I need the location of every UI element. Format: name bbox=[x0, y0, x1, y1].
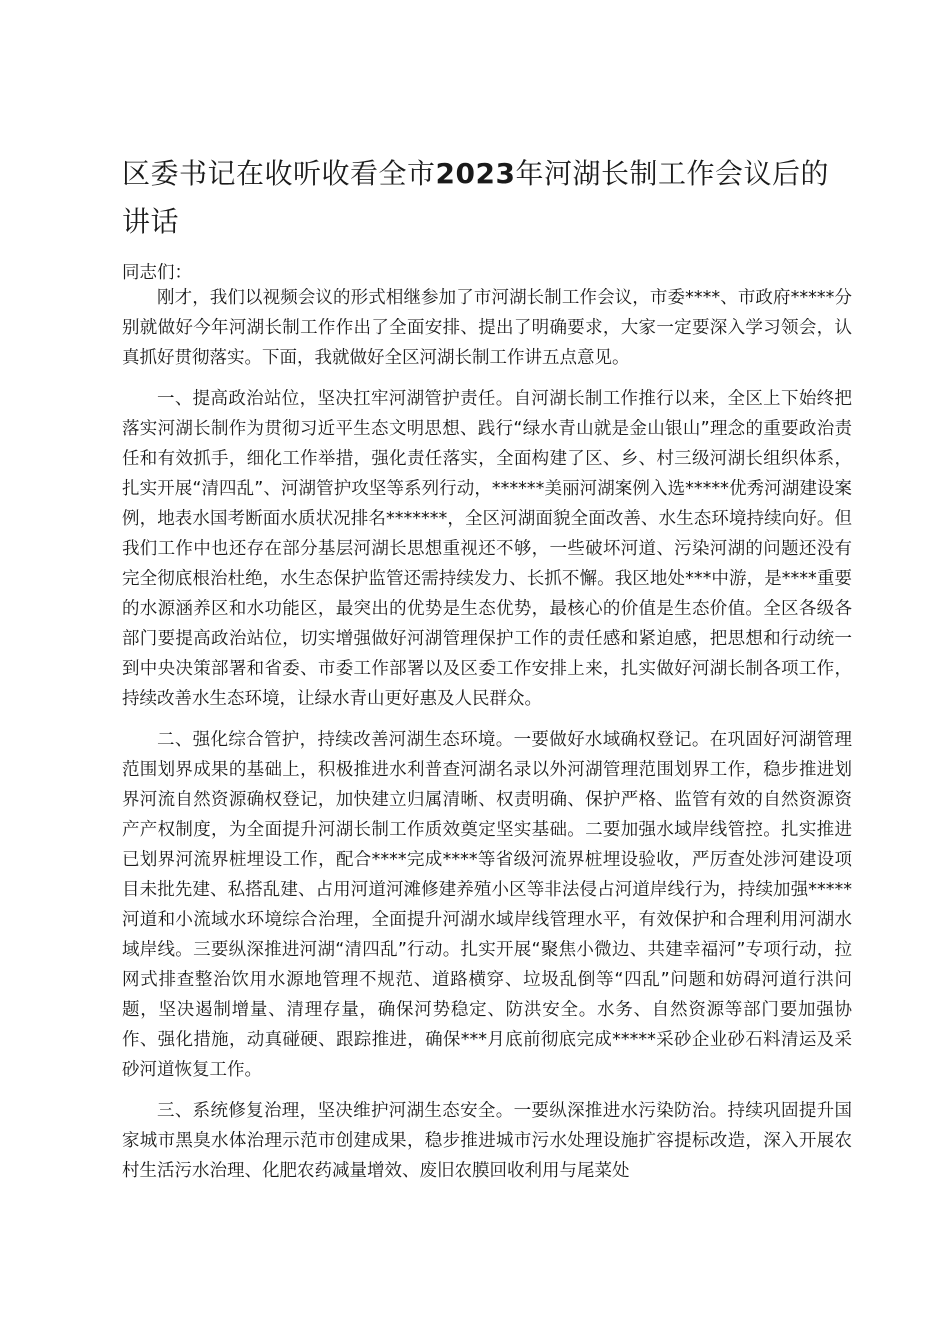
paragraph-section-3: 三、系统修复治理，坚决维护河湖生态安全。一要纵深推进水污染防治。持续巩固提升国家城市黑臭水体治理示范市创建成果，稳步推进城市污水处理设施扩容提标改造，深入开展农村生活污水治理、化肥农药减量增效、废旧农膜回收利用与尾菜处 bbox=[122, 1101, 852, 1181]
paragraph-section-2: 二、强化综合管护，持续改善河湖生态环境。一要做好水域确权登记。在巩固好河湖管理范围划界成果的基础上，积极推进水利普查河湖名录以外河湖管理范围划界工作，稳步推进划界河流自然资源确权登记，加快建立归属清晰、权责明确、保护严格、监管有效的自然资源资产产权制度，为全面提升河湖长制工作质效奠定坚实基础。二要加强水域岸线管控。扎实推进已划界河流界桩埋设工作，配合****完成****等省级河流界桩埋设验收，严厉查处涉河建设项目未批先建、私搭乱建、占用河道河滩修建养殖小区等非法侵占河道岸线行为，持续加强*****河道和小流域水环境综合治理，全面提升河湖水域岸线管理水平，有效保护和合理利用河湖水域岸线。三要纵深推进河湖“清四乱”行动。扎实开展“聚焦小微边、共建幸福河”专项行动，拉网式排查整治饮用水源地管理不规范、道路横穿、垃圾乱倒等“四乱”问题和妨碍河道行洪问题，坚决遏制增量、清理存量，确保河势稳定、防洪安全。水务、自然资源等部门要加强协作、强化措施，动真碰硬、跟踪推进，确保***月底前彻底完成*****采砂企业砂石料清运及采砂河道恢复工作。 bbox=[122, 730, 852, 1080]
title-year: 2023 bbox=[435, 157, 516, 190]
paragraph-intro: 刚才，我们以视频会议的形式相继参加了市河湖长制工作会议，市委****、市政府*****分别就做好今年河湖长制工作作出了全面安排、提出了明确要求，大家一定要深入学习领会，认真抓好贯彻落实。下面，我就做好全区河湖长制工作讲五点意见。 bbox=[122, 288, 852, 368]
title-prefix: 区委书记在收听收看全市 bbox=[122, 157, 436, 190]
title-suffix: 年河湖长制工作会议后的讲话 bbox=[122, 157, 829, 238]
document-body bbox=[122, 283, 852, 1197]
document-title bbox=[122, 150, 852, 246]
salutation: 同志们： bbox=[122, 263, 192, 283]
paragraph-section-1: 一、提高政治站位，坚决扛牢河湖管护责任。自河湖长制工作推行以来，全区上下始终把落实河湖长制作为贯彻习近平生态文明思想、践行“绿水青山就是金山银山”理念的重要政治责任和有效抓手，细化工作举措，强化责任落实，全面构建了区、乡、村三级河湖长组织体系，扎实开展“清四乱”、河湖管护攻坚等系列行动，******美丽河湖案例入选*****优秀河湖建设案例，地表水国考断面水质状况排名*******，全区河湖面貌全面改善、水生态环境持续向好。但我们工作中也还存在部分基层河湖长思想重视还不够，一些破坏河道、污染河湖的问题还没有完全彻底根治杜绝，水生态保护监管还需持续发力、长抓不懈。我区地处***中游，是****重要的水源涵养区和水功能区，最突出的优势是生态优势，最核心的价值是生态价值。全区各级各部门要提高政治站位，切实增强做好河湖管理保护工作的责任感和紧迫感，把思想和行动统一到中央决策部署和省委、市委工作部署以及区委工作安排上来，扎实做好河湖长制各项工作，持续改善水生态环境，让绿水青山更好惠及人民群众。 bbox=[122, 389, 852, 709]
